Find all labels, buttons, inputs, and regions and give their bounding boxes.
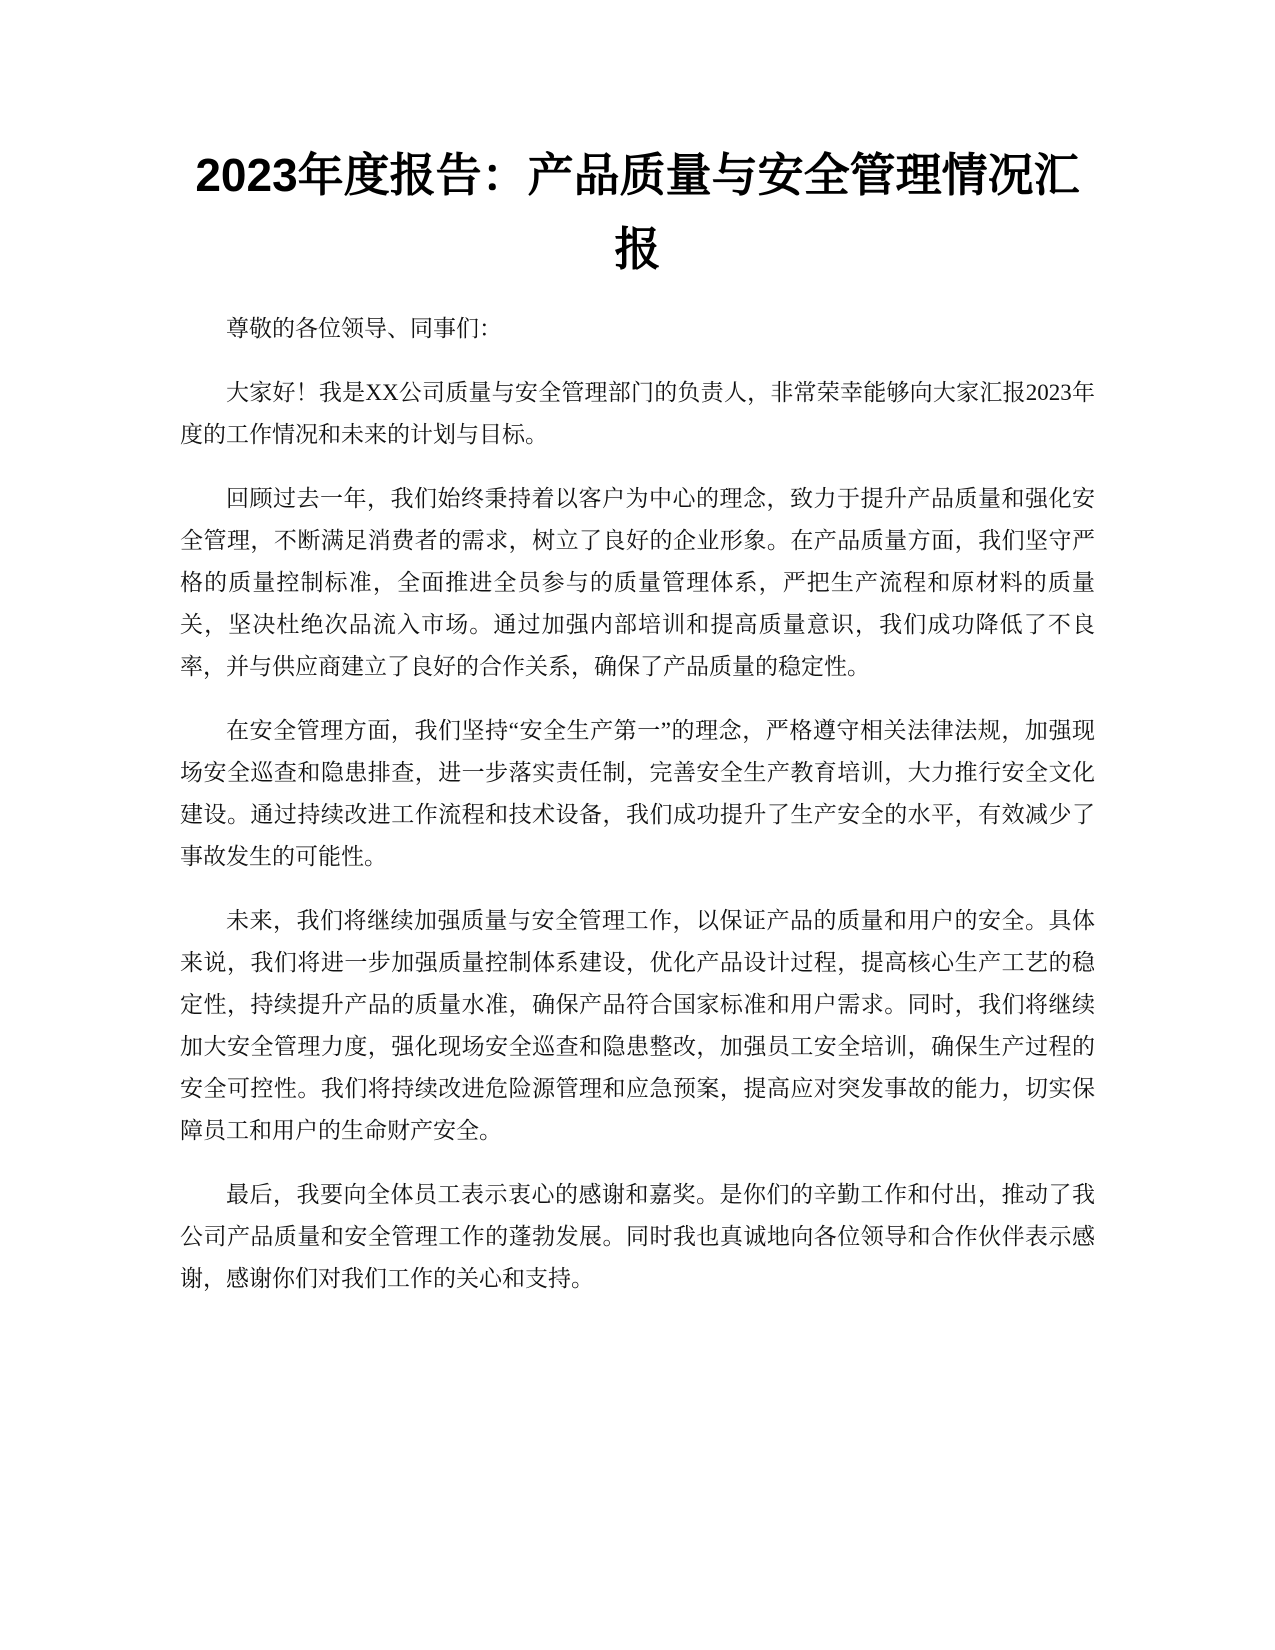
greeting-line: 尊敬的各位领导、同事们： (226, 316, 502, 341)
paragraph-safety-review: 在安全管理方面，我们坚持“安全生产第一”的理念，严格遵守相关法律法规，加强现场安全巡查和隐患排查，进一步落实责任制，完善安全生产教育培训，大力推行安全文化建设。通过持续改进工作流程和技术设备，我们成功提升了生产安全的水平，有效减少了事故发生的可能性。 (180, 718, 1095, 869)
paragraph-quality-review: 回顾过去一年，我们始终秉持着以客户为中心的理念，致力于提升产品质量和强化安全管理，不断满足消费者的需求，树立了良好的企业形象。在产品质量方面，我们坚守严格的质量控制标准，全面推进全员参与的质量管理体系，严把生产流程和原材料的质量关，坚决杜绝次品流入市场。通过加强内部培训和提高质量意识，我们成功降低了不良率，并与供应商建立了良好的合作关系，确保了产品质量的稳定性。 (180, 486, 1095, 679)
paragraph-future-plan: 未来，我们将继续加强质量与安全管理工作，以保证产品的质量和用户的安全。具体来说，我们将进一步加强质量控制体系建设，优化产品设计过程，提高核心生产工艺的稳定性，持续提升产品的质量水准，确保产品符合国家标准和用户需求。同时，我们将继续加大安全管理力度，强化现场安全巡查和隐患整改，加强员工安全培训，确保生产过程的安全可控性。我们将持续改进危险源管理和应急预案，提高应对突发事故的能力，切实保障员工和用户的生命财产安全。 (180, 908, 1095, 1143)
paragraph-intro: 大家好！我是XX公司质量与安全管理部门的负责人，非常荣幸能够向大家汇报2023年度的工作情况和未来的计划与目标。 (180, 380, 1095, 447)
document-title: 2023年度报告：产品质量与安全管理情况汇报 (195, 149, 1080, 275)
document-body (180, 308, 1095, 1322)
paragraph-closing: 最后，我要向全体员工表示衷心的感谢和嘉奖。是你们的辛勤工作和付出，推动了我公司产品质量和安全管理工作的蓬勃发展。同时我也真诚地向各位领导和合作伙伴表示感谢，感谢你们对我们工作的关心和支持。 (180, 1182, 1095, 1291)
